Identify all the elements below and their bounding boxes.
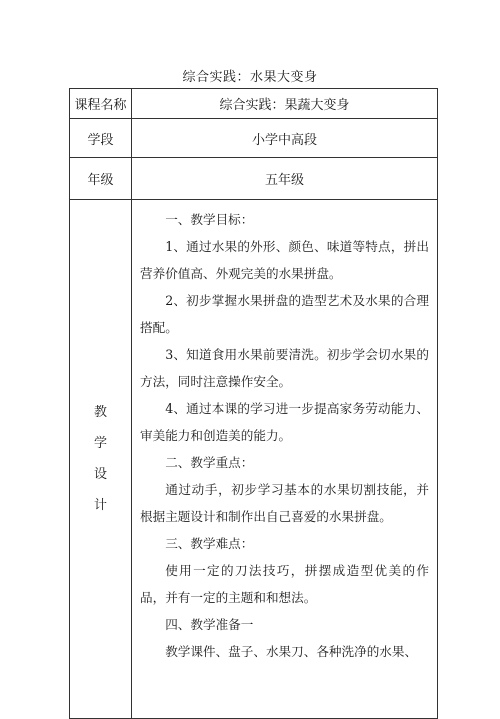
course-value: 综合实践：果蔬大变身 xyxy=(132,89,438,119)
design-label-char: 教 xyxy=(93,405,107,420)
key-points-text: 通过动手，初步学习基本的水果切割技能，并根据主题设计和制作出自己喜爱的水果拼盘。 xyxy=(140,482,429,524)
design-row xyxy=(70,200,438,719)
course-label: 课程名称 xyxy=(70,89,132,119)
stage-label: 学段 xyxy=(70,119,132,158)
grade-row xyxy=(70,158,438,200)
difficulties-text: 使用一定的刀法技巧，拼摆成造型优美的作品，并有一定的主题和和想法。 xyxy=(140,563,429,605)
design-label-char: 计 xyxy=(93,498,107,513)
document-title: 综合实践：水果大变身 xyxy=(182,70,318,85)
objective-item: 4、通过本课的学习进一步提高家务劳动能力、审美能力和创造美的能力。 xyxy=(140,401,429,443)
section-heading-objectives: 一、教学目标： xyxy=(165,212,254,227)
section-heading-difficulties: 三、教学难点： xyxy=(165,536,254,551)
course-row xyxy=(70,89,438,119)
objective-item: 1、通过水果的外形、颜色、味道等特点，拼出营养价值高、外观完美的水果拼盘。 xyxy=(140,239,429,281)
grade-value: 五年级 xyxy=(132,158,438,200)
lesson-plan-table xyxy=(69,88,438,719)
grade-label: 年级 xyxy=(70,158,132,200)
design-label-char: 设 xyxy=(93,467,107,482)
section-heading-key-points: 二、教学重点： xyxy=(165,455,254,470)
design-label-char: 学 xyxy=(93,436,107,451)
stage-row xyxy=(70,119,438,158)
objective-item: 2、初步掌握水果拼盘的造型艺术及水果的合理搭配。 xyxy=(140,293,429,335)
section-heading-preparation: 四、教学准备一 xyxy=(165,617,254,632)
objective-item: 3、知道食用水果前要清洗。初步学会切水果的方法，同时注意操作安全。 xyxy=(140,347,429,389)
design-label xyxy=(70,200,132,719)
preparation-text: 教学课件、盘子、水果刀、各种洗净的水果、 xyxy=(165,644,418,659)
design-content xyxy=(132,200,438,719)
stage-value: 小学中高段 xyxy=(132,119,438,158)
